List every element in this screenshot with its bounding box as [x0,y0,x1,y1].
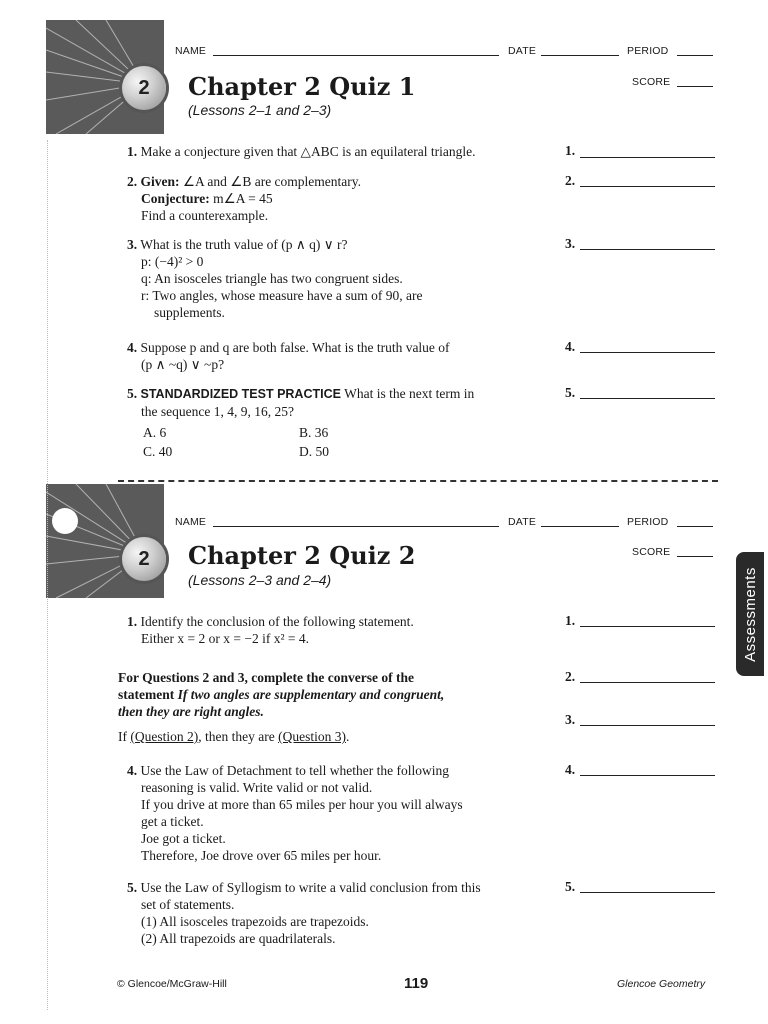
score-label: SCORE [632,76,671,88]
answer-number-5: 5. [565,385,576,400]
score-field[interactable] [677,86,713,87]
quiz1-question-4 [127,339,557,373]
score-field[interactable] [677,556,713,557]
quiz1-title: Chapter 2 Quiz 1 [188,72,416,101]
question-text: Find a counterexample. [141,208,269,223]
quiz2-instructions [118,669,558,745]
question-number: 1. [127,614,138,629]
quiz2-question-1 [127,613,557,647]
answer-blank-3[interactable] [580,725,715,726]
quiz1-question-3 [127,236,557,321]
question-number: 4. [127,340,138,355]
statement: Either x = 2 or x = −2 if x² = 4. [141,631,309,646]
question-number: 5. [127,386,138,401]
assessments-side-tab [736,552,764,676]
statement-italic: then they are right angles. [118,704,264,719]
answer-number-2: 2. [565,669,576,684]
question-text: Identify the conclusion of the following statement. [140,614,414,629]
period-label: PERIOD [627,45,669,57]
answer-blank-1[interactable] [580,157,715,158]
quiz2-question-4 [127,762,557,864]
answer-number-4: 4. [565,339,576,354]
period-field[interactable] [677,526,713,527]
question-text-cont: set of statements. [141,897,235,912]
answer-blank-1[interactable] [580,626,715,627]
conjecture-text: m∠A = 45 [213,191,273,206]
statement-1: (1) All isosceles trapezoids are trapezoids. [141,914,369,929]
question-text: What is the next term in [344,386,475,401]
question-text-cont: Therefore, Joe drove over 65 miles per hour. [141,848,382,863]
question-number: 5. [127,880,138,895]
statement-p: p: (−4)² > 0 [141,254,204,269]
template-text: , then they are [198,729,279,744]
question-number: 4. [127,763,138,778]
choice-d[interactable]: D. 50 [299,444,329,459]
period-label: PERIOD [627,516,669,528]
statement-q: q: An isosceles triangle has two congruent sides. [141,271,403,286]
badge-number: 2 [138,76,150,99]
page-number: 119 [404,975,429,992]
date-label: DATE [508,516,537,528]
footer-copyright: © Glencoe/McGraw-Hill [117,978,227,990]
answer-number-1: 1. [565,143,576,158]
statement-r-cont: supplements. [154,305,225,320]
question-text: Use the Law of Syllogism to write a valid conclusion from this [140,880,481,895]
quiz2-question-5 [127,879,557,947]
answer-blank-3[interactable] [580,249,715,250]
statement-italic: If two angles are supplementary and congruent, [177,687,445,702]
answer-blank-5[interactable] [580,892,715,893]
answer-blank-4[interactable] [580,775,715,776]
quiz2-title: Chapter 2 Quiz 2 [188,541,416,570]
statement-r: r: Two angles, whose measure have a sum of 90, are [141,288,423,303]
footer-book-title: Glencoe Geometry [617,978,706,990]
template-text: . [345,729,350,744]
name-label: NAME [175,516,207,528]
quiz2-chapter-badge [122,537,166,581]
quiz1-chapter-badge [122,66,166,110]
question-text-cont: get a ticket. [141,814,204,829]
question-text-cont: the sequence 1, 4, 9, 16, 25? [141,404,294,419]
question-number: 2. [127,174,138,189]
given-text: ∠A and ∠B are complementary. [182,174,362,189]
quiz2-subtitle: (Lessons 2–3 and 2–4) [188,572,332,588]
question-number: 3. [127,237,138,252]
answer-blank-4[interactable] [580,352,715,353]
test-practice-label: STANDARDIZED TEST PRACTICE [140,387,341,401]
answer-number-3: 3. [565,712,576,727]
answer-number-1: 1. [565,613,576,628]
date-label: DATE [508,45,537,57]
statement-2: (2) All trapezoids are quadrilaterals. [141,931,336,946]
choice-a[interactable]: A. 6 [143,425,167,440]
date-field[interactable] [541,55,619,56]
question-number: 1. [127,144,138,159]
question-text: Suppose p and q are both false. What is the truth value of [140,340,450,355]
instruction-text: statement [118,687,178,702]
quiz1-question-5 [127,385,557,420]
quiz1-subtitle: (Lessons 2–1 and 2–3) [188,102,332,118]
question-text-cont: (p ∧ ~q) ∨ ~p? [141,357,225,372]
answer-number-4: 4. [565,762,576,777]
name-label: NAME [175,45,207,57]
name-field[interactable] [213,55,499,56]
quiz1-question-2 [127,173,557,224]
template-text: If [118,729,131,744]
question-text-cont: Joe got a ticket. [141,831,226,846]
question-text-cont: If you drive at more than 65 miles per hour you will always [141,797,463,812]
choice-c[interactable]: C. 40 [143,444,173,459]
perforation-edge [47,140,48,1010]
answer-blank-2[interactable] [580,186,715,187]
question-text-cont: reasoning is valid. Write valid or not valid. [141,780,373,795]
given-label: Given: [140,174,180,189]
date-field[interactable] [541,526,619,527]
badge-number: 2 [138,547,150,570]
question-text: Use the Law of Detachment to tell whether the following [140,763,450,778]
instruction-text: For Questions 2 and 3, complete the converse of the [118,670,414,685]
cut-line-divider [118,480,718,482]
question-text: Make a conjecture given that △ABC is an equilateral triangle. [140,144,476,159]
answer-blank-2[interactable] [580,682,715,683]
choice-b[interactable]: B. 36 [299,425,329,440]
question-2-blank[interactable]: (Question 2) [130,729,199,744]
hole-punch [52,508,78,534]
quiz1-question-1 [127,143,557,160]
score-label: SCORE [632,546,671,558]
period-field[interactable] [677,55,713,56]
side-tab-label: Assessments [741,566,759,662]
answer-blank-5[interactable] [580,398,715,399]
answer-number-3: 3. [565,236,576,251]
question-3-blank[interactable]: (Question 3) [278,729,346,744]
answer-number-5: 5. [565,879,576,894]
name-field[interactable] [213,526,499,527]
conjecture-label: Conjecture: [141,191,210,206]
question-text: What is the truth value of (p ∧ q) ∨ r? [140,237,348,252]
answer-number-2: 2. [565,173,576,188]
